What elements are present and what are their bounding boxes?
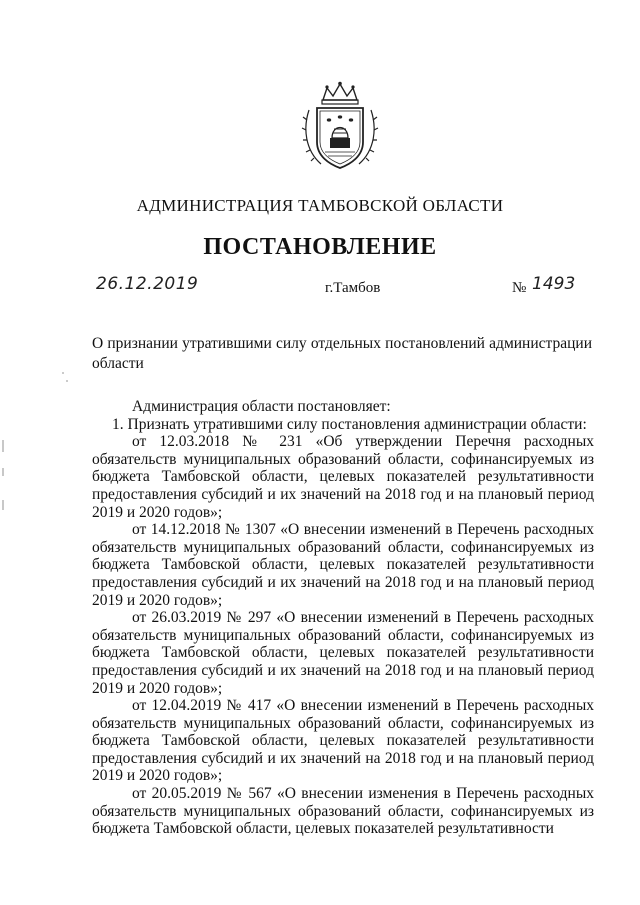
agency-name: АДМИНИСТРАЦИЯ ТАМБОВСКОЙ ОБЛАСТИ (136, 196, 504, 215)
list-item: от 12.03.2018 № 231 «Об утверждении Перечня расходных обязательств муниципальных образований области, софинансируемых из бюджета Тамбовской области, целевых показателей результативности предоставления субсидий и их значений на 2018 год и на плановый период 2019 и 2020 годов»; (92, 433, 594, 521)
clause-1: 1. Признать утратившими силу постановления администрации области: (112, 415, 587, 433)
document-title: О признании утратившими силу отдельных постановлений администрации области (92, 335, 592, 372)
list-item: от 12.04.2019 № 417 «О внесении изменений в Перечень расходных обязательств муниципальных образований области, софинансируемых из бюджета Тамбовской области, целевых показателей результативности предоставления субсидий и их значений на 2018 год и на плановый период 2019 и 2020 годов»; (92, 697, 594, 785)
scan-speck (62, 372, 64, 374)
intro-paragraph: Администрация области постановляет: (132, 398, 391, 415)
list-item: от 14.12.2018 № 1307 «О внесении изменений в Перечень расходных обязательств муниципальных образований области, софинансируемых из бюджета Тамбовской области, целевых показателей результативности предоставления субсидий и их значений на 2018 год и на плановый период 2019 и 2020 годов»; (92, 521, 594, 609)
scan-margin-mark (2, 440, 4, 452)
document-city: г.Тамбов (325, 280, 381, 296)
scan-margin-mark (2, 500, 4, 510)
scan-speck (66, 380, 68, 382)
document-date: 26.12.2019 (96, 274, 199, 294)
coat-of-arms-icon (299, 80, 381, 172)
document-number: 1493 (532, 274, 576, 294)
number-label: № (512, 280, 527, 296)
list-item: от 26.03.2019 № 297 «О внесении изменений в Перечень расходных обязательств муниципальных образований области, софинансируемых из бюджета Тамбовской области, целевых показателей результативности предоставления субсидий и их значений на 2018 год и на плановый период 2019 и 2020 годов»; (92, 609, 594, 697)
document-type: ПОСТАНОВЛЕНИЕ (203, 234, 437, 260)
scan-margin-mark (2, 468, 4, 476)
list-item: от 20.05.2019 № 567 «О внесении изменения в Перечень расходных обязательств муниципальных образований области, софинансируемых из бюджета Тамбовской области, целевых показателей результативности (92, 785, 594, 838)
document-body (92, 398, 594, 838)
document-meta-row (0, 274, 640, 304)
